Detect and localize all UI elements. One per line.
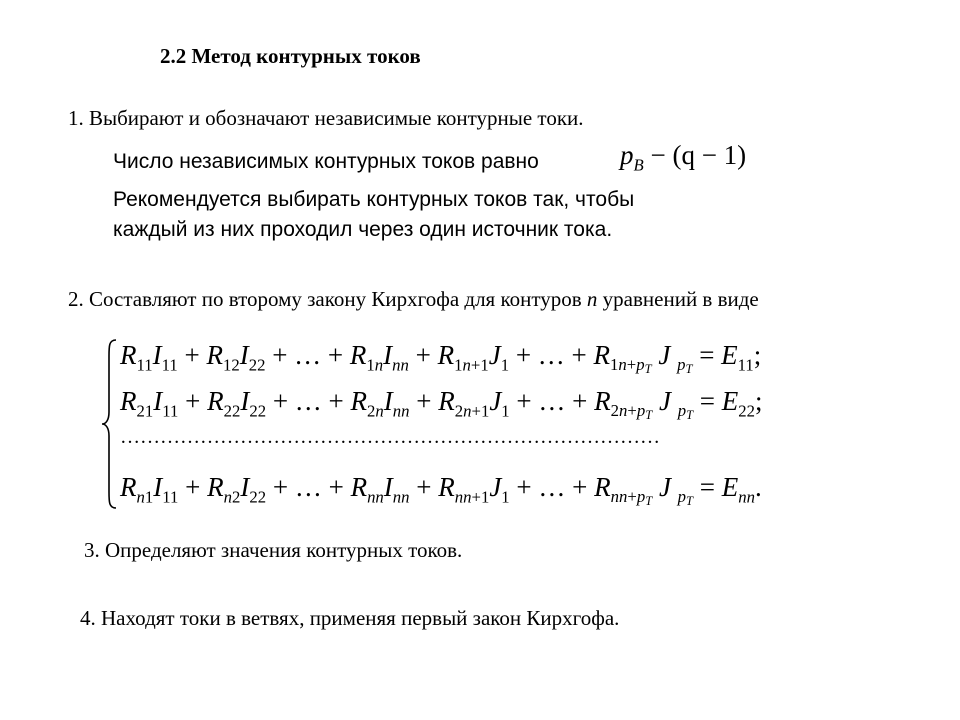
step-2-n: n [586, 287, 598, 311]
recommendation-line-1: Рекомендуется выбирать контурных токов так, чтобы [113, 188, 635, 211]
formula-rest: − (q − 1) [643, 140, 747, 170]
equation-ellipsis-row: ……………………………………………………………………… [120, 426, 660, 448]
step-3-text: 3. Определяют значения контурных токов. [84, 538, 463, 562]
formula-p: p [620, 140, 634, 170]
step-2-text [68, 287, 759, 312]
step-4-text: 4. Находят токи в ветвях, применяя первый закон Кирхгофа. [80, 606, 620, 630]
formula-p-subscript: B [633, 155, 644, 175]
recommendation-line-2: каждый из них проходил через один источник тока. [113, 218, 613, 241]
left-brace-icon [100, 336, 120, 512]
independent-currents-formula [620, 140, 746, 175]
page-title: 2.2 Метод контурных токов [160, 44, 421, 68]
step-2-after: уравнений в виде [597, 287, 759, 311]
step-2-before: 2. Составляют по второму закону Кирхгофа для контуров [68, 287, 587, 311]
kirchhoff-equation-system [100, 336, 860, 512]
equation-row-n: $R_{n1}I_{11} + R_{n2}I_{22}$ + … + $R_{nn}I_{nn} + R_{nn+1}J_1$ + … + $R_{nn+pT}$ J $_{pT} = E_{nn}$. [120, 472, 762, 509]
equation-row-2: $R_{21}I_{11} + R_{22}I_{22}$ + … + $R_{2n}I_{nn} + R_{2n+1}J_1$ + … + $R_{2n+pT}$ J $_{pT} = E_{22}$; [120, 386, 763, 423]
equation-row-1: $R_{11}I_{11} + R_{12}I_{22}$ + … + $R_{1n}I_{nn} + R_{1n+1}J_1$ + … + $R_{1n+pT}$ J $_{pT} = E_{11}$; [120, 340, 762, 377]
independent-currents-label: Число независимых контурных токов равно [113, 150, 539, 173]
step-1-text: 1. Выбирают и обозначают независимые контурные токи. [68, 106, 584, 130]
